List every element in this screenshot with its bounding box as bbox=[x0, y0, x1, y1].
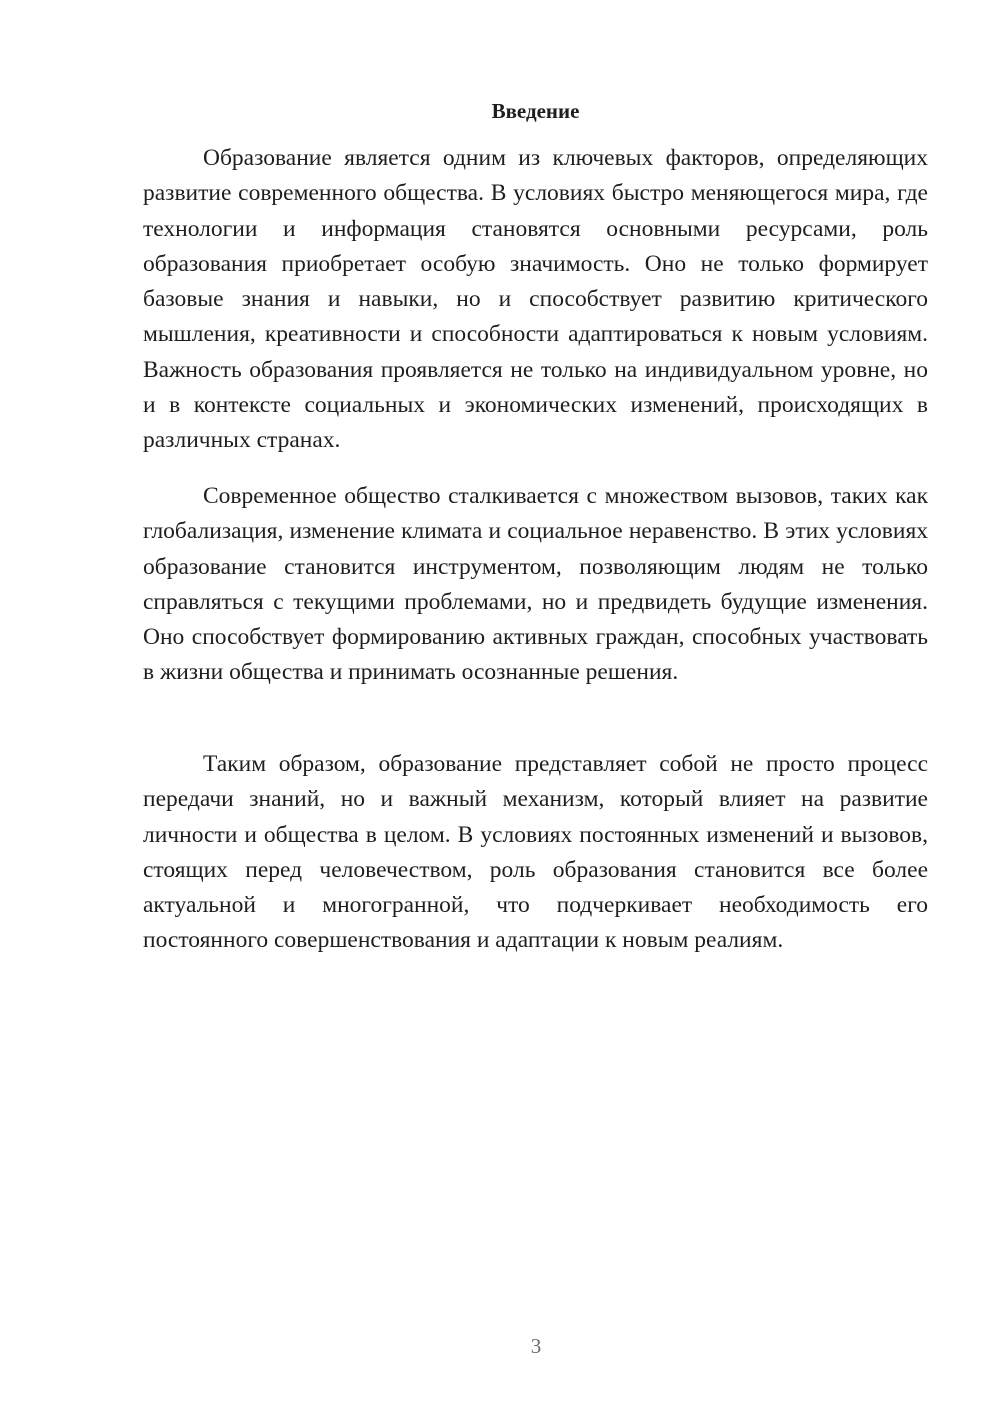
section-title: Введение bbox=[491, 99, 580, 123]
page-number: 3 bbox=[530, 1334, 542, 1358]
paragraph-2: Современное общество сталкивается с множеством вызовов, таких как глобализация, изменение климата и социальное неравенство. В этих условиях образование становится инструментом, позволяющим людям не только справляться с текущими проблемами, но и предвидеть будущие изменения. Оно способствует формированию активных граждан, способных участвовать в жизни общества и принимать осознанные решения. bbox=[143, 483, 928, 686]
paragraph-3: Таким образом, образование представляет собой не просто процесс передачи знаний, но и важный механизм, который влияет на развитие личности и общества в целом. В условиях постоянных изменений и вызовов, стоящих перед человечеством, роль образования становится все более актуальной и многогранной, что подчеркивает необходимость его постоянного совершенствования и адаптации к новым реалиям. bbox=[143, 751, 928, 954]
paragraph-1: Образование является одним из ключевых факторов, определяющих развитие современного общества. В условиях быстро меняющегося мира, где технологии и информация становятся основными ресурсами, роль образования приобретает особую значимость. Оно не только формирует базовые знания и навыки, но и способствует развитию критического мышления, креативности и способности адаптироваться к новым условиям. Важность образования проявляется не только на индивидуальном уровне, но и в контексте социальных и экономических изменений, происходящих в различных странах. bbox=[143, 145, 928, 454]
